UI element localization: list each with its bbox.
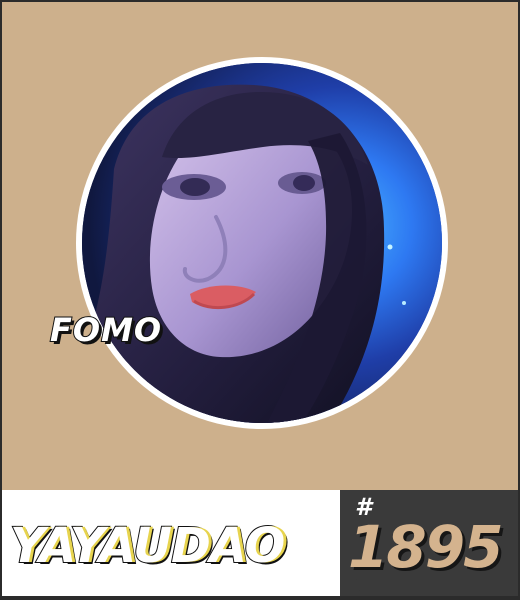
username-label: YAYAUDAO	[10, 518, 285, 574]
card-number: 1895	[348, 513, 502, 581]
portrait-illustration	[82, 63, 442, 423]
bottom-border	[2, 596, 518, 598]
avatar[interactable]	[82, 63, 442, 423]
right-pupil-shape	[293, 175, 315, 191]
fomo-tag: FOMO	[50, 311, 163, 349]
left-pupil-shape	[180, 178, 210, 196]
number-hash: #	[355, 493, 372, 521]
